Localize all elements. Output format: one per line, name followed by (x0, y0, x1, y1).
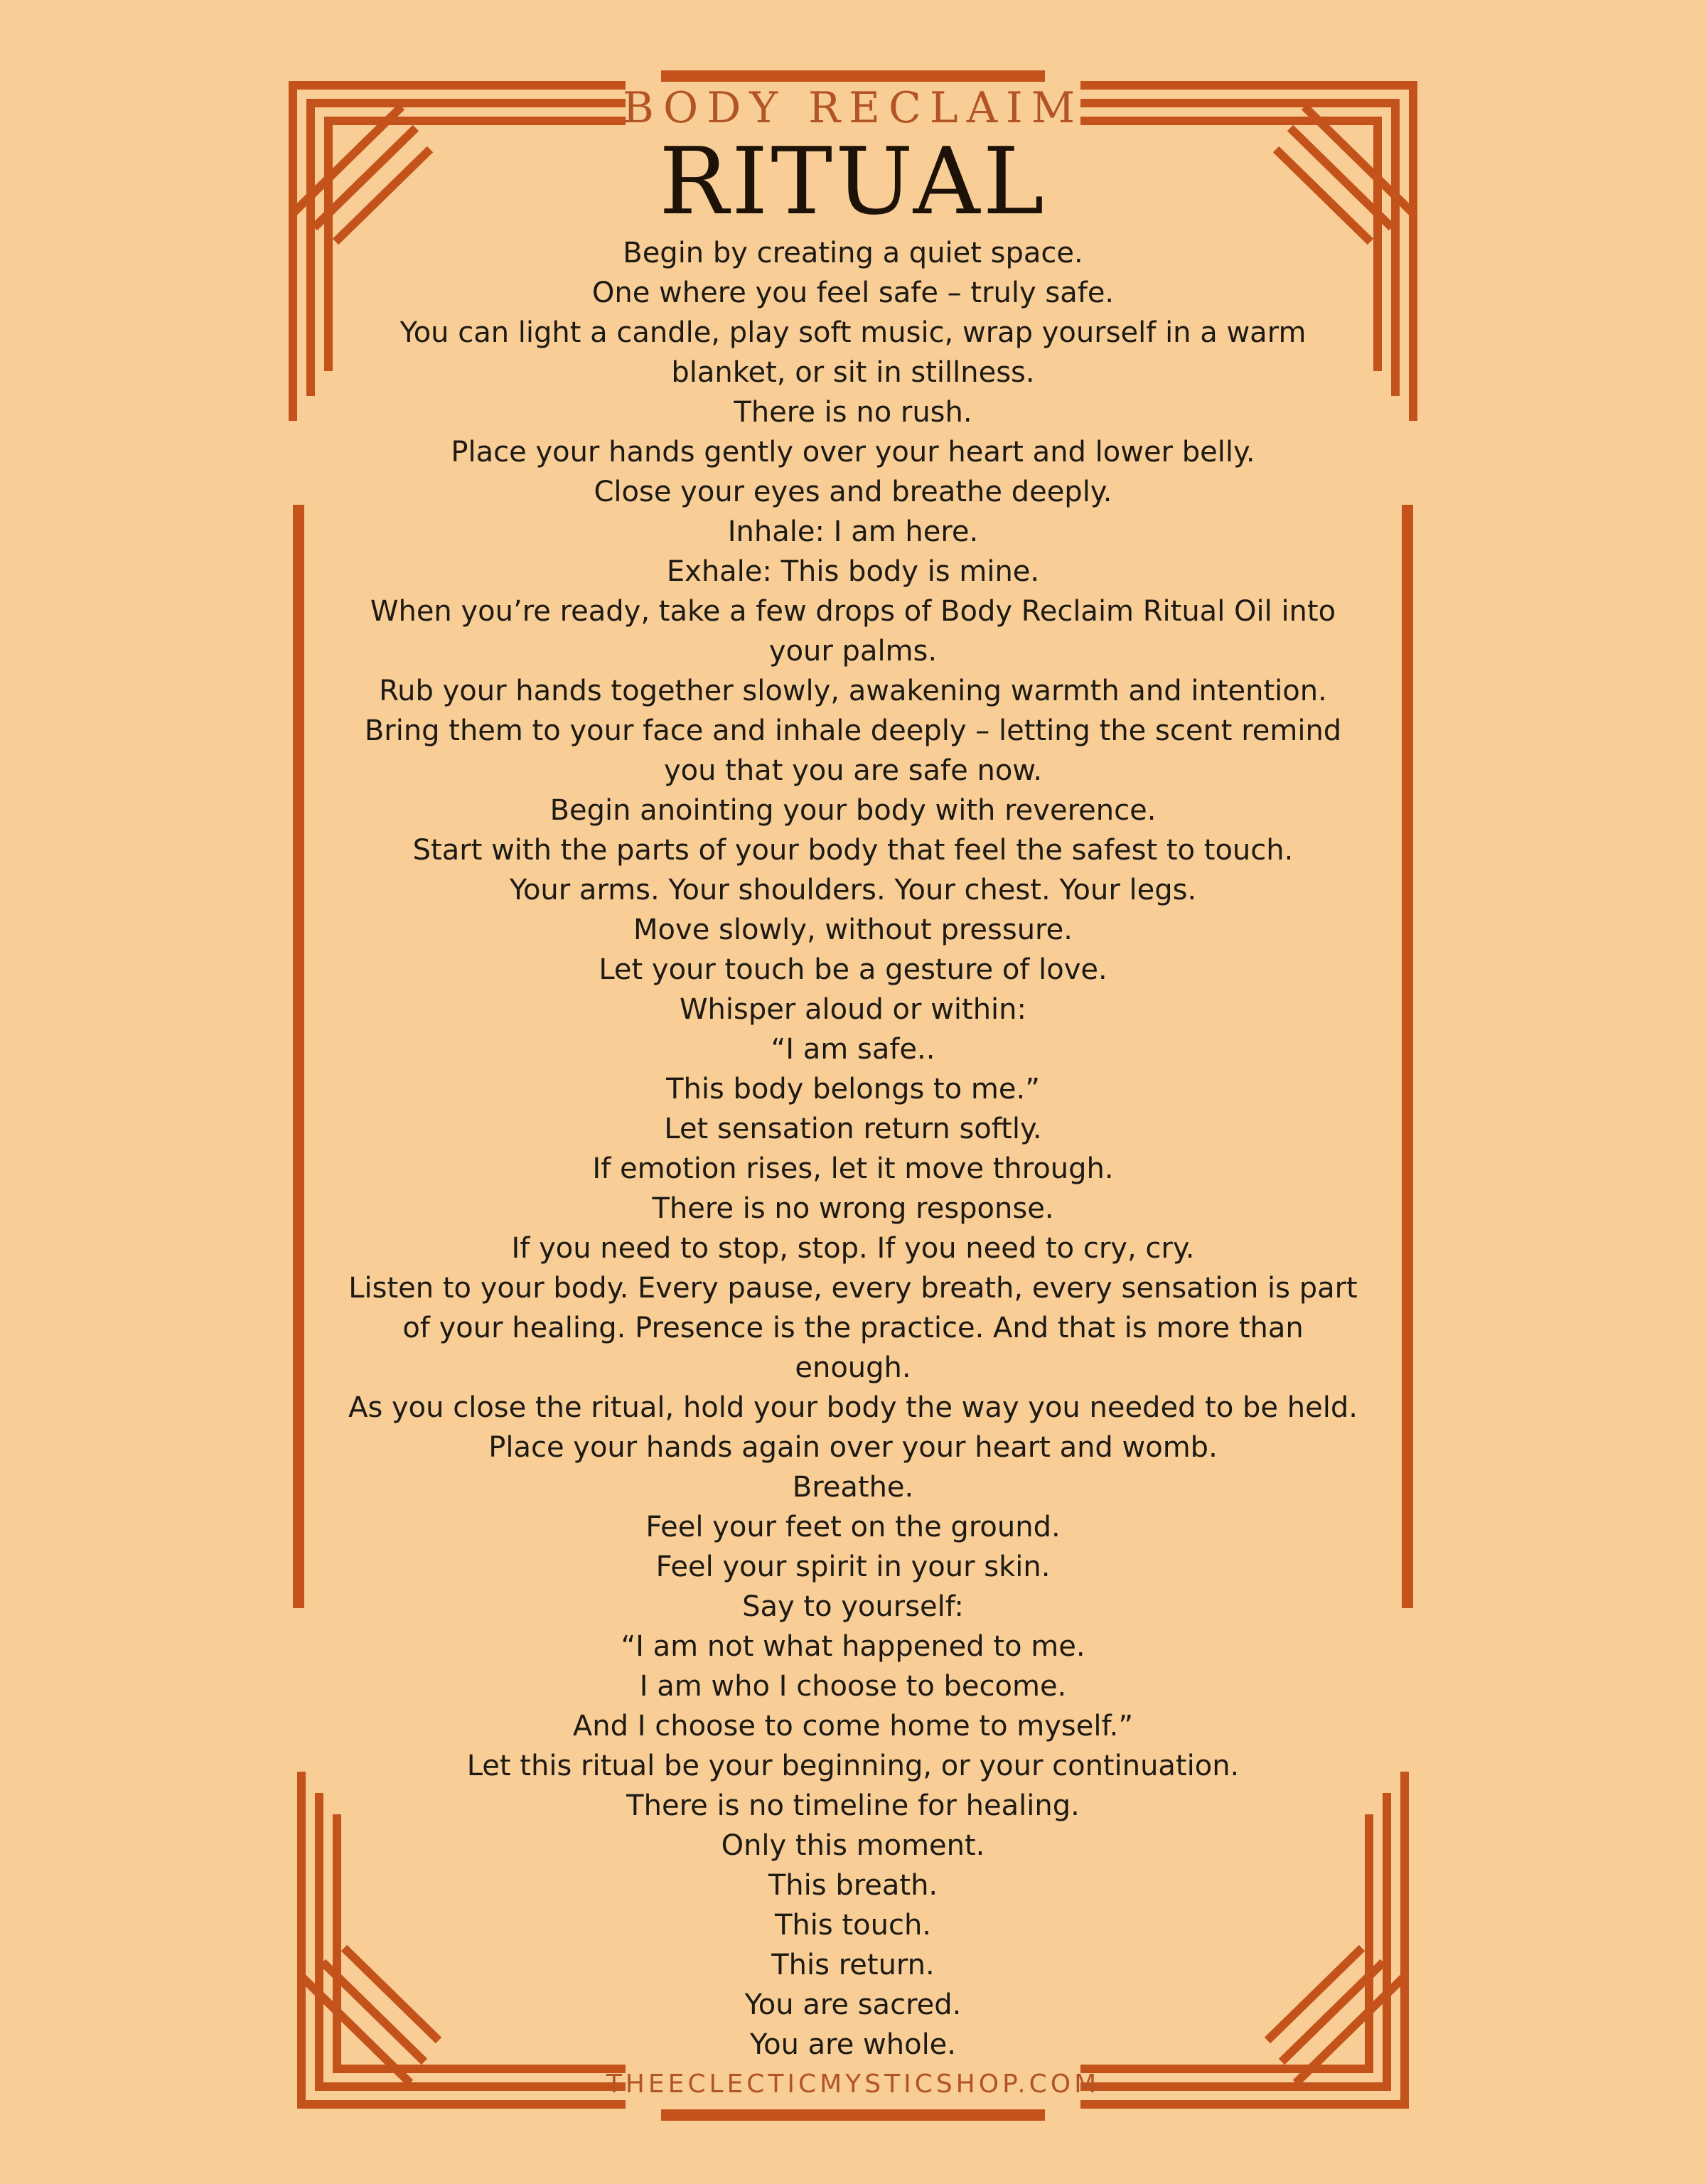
subtitle: BODY RECLAIM (622, 83, 1084, 133)
ritual-line: blanket, or sit in stillness. (671, 356, 1035, 389)
ritual-line: As you close the ritual, hold your body the way you needed to be held. (348, 1391, 1358, 1424)
ritual-line: Rub your hands together slowly, awakening warmth and intention. (379, 675, 1327, 707)
ritual-line: Inhale: I am here. (727, 515, 979, 548)
ritual-line: you that you are safe now. (663, 754, 1043, 787)
ritual-line: Feel your spirit in your skin. (655, 1551, 1051, 1583)
ritual-text (313, 233, 1393, 2065)
ritual-line: Begin by creating a quiet space. (623, 237, 1083, 269)
ritual-line: There is no rush. (734, 396, 972, 429)
ritual-line: “I am safe.. (771, 1033, 935, 1066)
ritual-line: There is no wrong response. (652, 1192, 1054, 1225)
ritual-line: “I am not what happened to me. (621, 1630, 1085, 1663)
ritual-line: of your healing. Presence is the practice. And that is more than (402, 1312, 1304, 1344)
ritual-line: Feel your feet on the ground. (645, 1511, 1061, 1543)
ritual-line: If emotion rises, let it move through. (592, 1152, 1114, 1185)
ritual-line: Close your eyes and breathe deeply. (594, 476, 1112, 508)
ritual-line: One where you feel safe – truly safe. (591, 277, 1115, 309)
ritual-line: Begin anointing your body with reverence. (549, 794, 1157, 827)
ritual-line: If you need to stop, stop. If you need to cry, cry. (511, 1232, 1195, 1265)
website-link[interactable]: THEECLECTICMYSTICSHOP.COM (606, 2070, 1100, 2099)
ritual-line: When you’re ready, take a few drops of Body Reclaim Ritual Oil into (370, 595, 1336, 628)
ritual-line: Start with the parts of your body that feel the safest to touch. (412, 834, 1294, 867)
ritual-line: Whisper aloud or within: (679, 993, 1026, 1026)
ritual-line: This return. (771, 1949, 935, 1981)
ritual-line: Breathe. (792, 1471, 914, 1504)
ritual-line: Let your touch be a gesture of love. (599, 953, 1107, 986)
ritual-line: Bring them to your face and inhale deeply – letting the scent remind (364, 714, 1342, 747)
ritual-line: Place your hands gently over your heart and lower belly. (451, 436, 1255, 469)
ritual-line: This breath. (768, 1869, 938, 1902)
ritual-line: Place your hands again over your heart and womb. (488, 1431, 1218, 1464)
ritual-line: You are whole. (749, 2028, 957, 2061)
ritual-line: This body belongs to me.” (666, 1073, 1040, 1106)
ritual-line: Let this ritual be your beginning, or your continuation. (466, 1750, 1240, 1782)
ritual-line: Your arms. Your shoulders. Your chest. Your legs. (509, 874, 1197, 906)
ritual-line: your palms. (768, 635, 938, 668)
ritual-line: Exhale: This body is mine. (666, 555, 1040, 588)
ritual-line: Move slowly, without pressure. (633, 914, 1073, 946)
ritual-line: enough. (795, 1351, 911, 1384)
ritual-line: I am who I choose to become. (639, 1670, 1067, 1703)
ritual-line: And I choose to come home to myself.” (572, 1710, 1134, 1743)
page-title: RITUAL (659, 127, 1047, 235)
ritual-line: Listen to your body. Every pause, every breath, every sensation is part (348, 1272, 1358, 1305)
ritual-line: You are sacred. (744, 1988, 962, 2021)
ritual-line: This touch. (774, 1909, 932, 1942)
ritual-line: Only this moment. (721, 1829, 985, 1862)
ritual-line: You can light a candle, play soft music, wrap yourself in a warm (399, 316, 1307, 349)
ritual-line: Say to yourself: (742, 1590, 964, 1623)
ritual-line: Let sensation return softly. (664, 1113, 1042, 1145)
ritual-line: There is no timeline for healing. (626, 1789, 1080, 1822)
